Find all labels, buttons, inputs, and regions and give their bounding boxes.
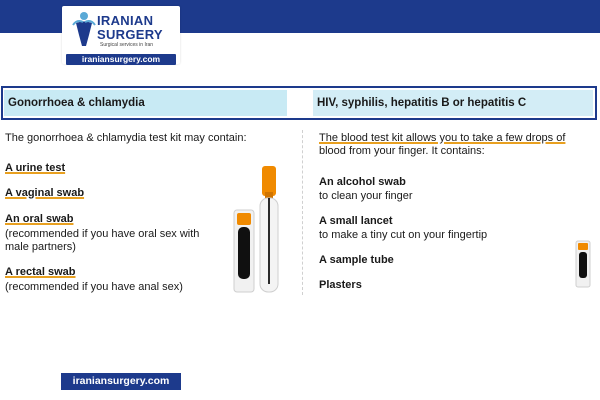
item-rectal-swab: A rectal swab [5,266,76,278]
item-oral-swab: An oral swab [5,213,74,225]
logo-url[interactable]: iraniansurgery.com [66,54,176,65]
section-header-row [1,86,597,120]
header-gonorrhoea-chlamydia: Gonorrhoea & chlamydia [4,90,287,116]
item-plasters: Plasters [319,279,362,291]
right-intro-line1-text: The blood test kit allows you to take a few drops of [319,132,566,144]
left-intro: The gonorrhoea & chlamydia test kit may contain: [5,132,247,144]
logo-title-line2: SURGERY [97,27,163,42]
swab-tube-image [258,164,280,294]
item-small-lancet: A small lancet [319,215,393,227]
item-alcohol-swab-note: to clean your finger [319,190,413,202]
logo-tagline: Surgical services in Iran [100,42,154,48]
item-oral-swab-note-line1: (recommended if you have oral sex with [5,228,200,240]
brand-logo[interactable] [62,6,180,64]
item-alcohol-swab: An alcohol swab [319,176,406,188]
item-vaginal-swab: A vaginal swab [5,187,85,199]
right-intro-line1 [319,132,565,145]
item-urine-test: A urine test [5,162,66,174]
blood-sample-tube-image [575,240,591,288]
sample-tube-image [232,208,256,294]
column-divider [302,130,303,295]
item-sample-tube: A sample tube [319,254,394,266]
header-blood-tests: HIV, syphilis, hepatitis B or hepatitis C [313,90,593,116]
footer-website-link[interactable]: iraniansurgery.com [61,373,181,390]
right-intro-line2: blood from your finger. It contains: [319,145,485,157]
logo-title-line1: IRANIAN [97,13,154,28]
item-rectal-swab-note: (recommended if you have anal sex) [5,281,183,293]
human-figure-icon [71,11,97,47]
item-small-lancet-note: to make a tiny cut on your fingertip [319,229,488,241]
item-oral-swab-note-line2: male partners) [5,241,76,253]
